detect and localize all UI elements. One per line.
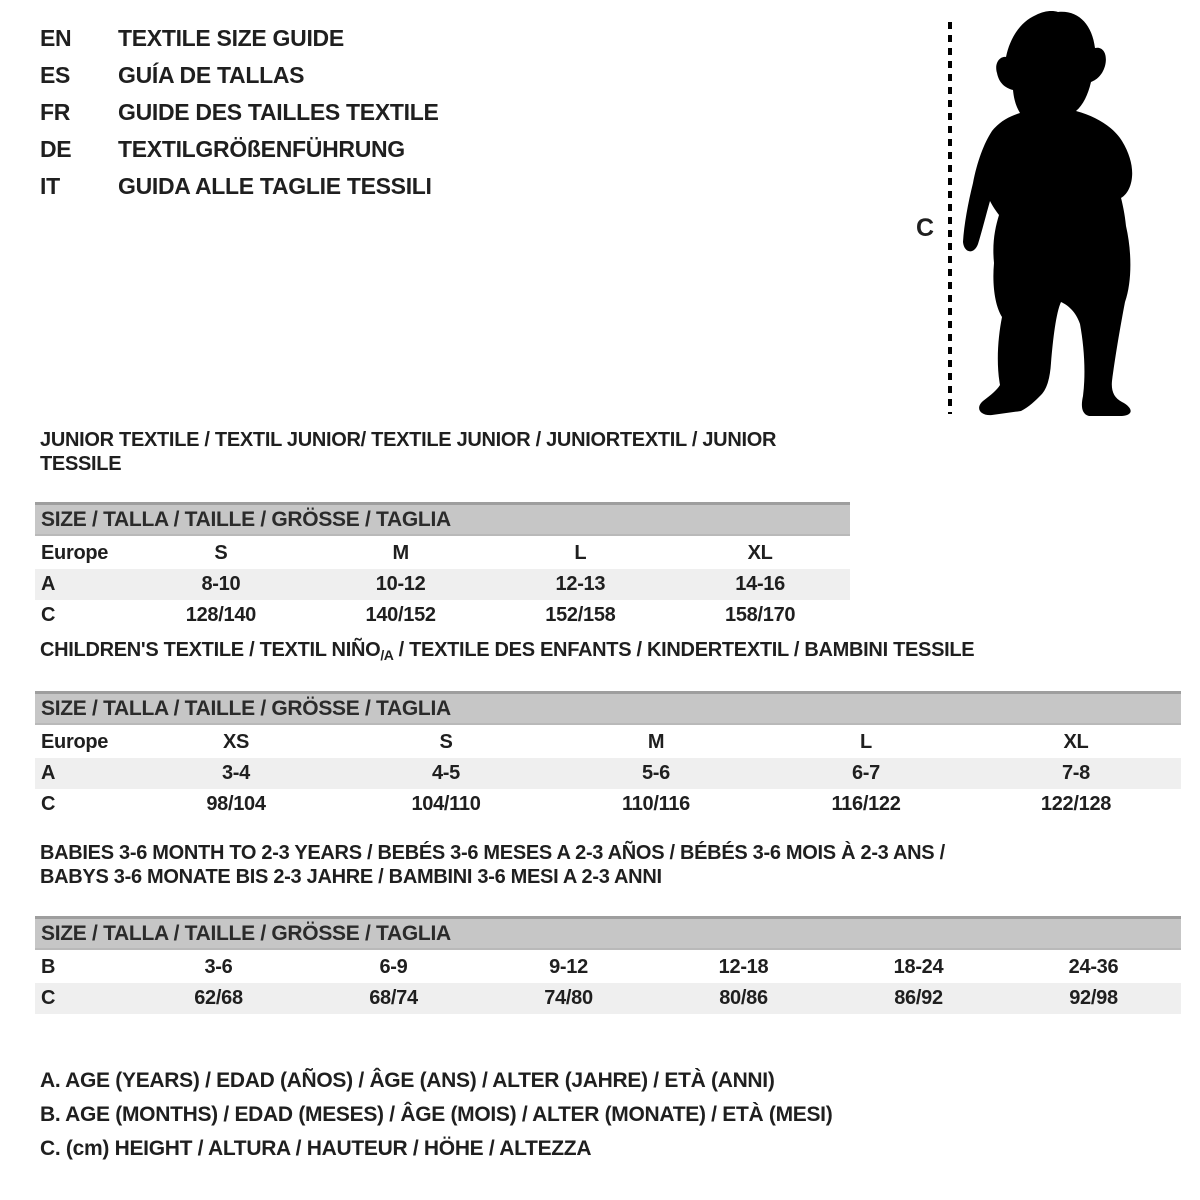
language-code: ES <box>40 62 71 88</box>
table-cell: S <box>439 731 453 753</box>
table-cell: 98/104 <box>206 793 266 815</box>
table-cell: 122/128 <box>1040 793 1112 815</box>
row-label: Europe <box>41 731 109 753</box>
language-title-list <box>40 20 439 205</box>
language-row-fr <box>40 94 439 131</box>
table-row <box>35 600 850 631</box>
table-row <box>35 952 1181 983</box>
table-cell: L <box>574 542 587 564</box>
legend-item-a: A. AGE (YEARS) / EDAD (AÑOS) / ÂGE (ANS) / ALTER (JAHRE) / ETÀ (ANNI) <box>40 1069 775 1092</box>
table-row <box>35 727 1181 758</box>
table-row <box>35 789 1181 820</box>
table-row <box>35 758 1181 789</box>
table-cell: 12-13 <box>555 573 606 595</box>
table-cell: 62/68 <box>194 987 243 1009</box>
babies-section-title-line2: BABYS 3-6 MONATE BIS 2-3 JAHRE / BAMBINI 3-6 MESI A 2-3 ANNI <box>40 866 662 888</box>
table-cell: 8-10 <box>201 573 241 595</box>
table-cell: 68/74 <box>369 987 418 1009</box>
table-cell: 86/92 <box>894 987 943 1009</box>
table-cell: 128/140 <box>185 604 256 626</box>
language-code: IT <box>40 173 60 199</box>
table-cell: 158/170 <box>725 604 796 626</box>
table-cell: 7-8 <box>1061 762 1090 784</box>
children-size-header-bar: SIZE / TALLA / TAILLE / GRÖSSE / TAGLIA <box>35 691 1181 725</box>
table-cell: 6-9 <box>379 956 408 978</box>
language-label: GUIDA ALLE TAGLIE TESSILI <box>118 173 432 199</box>
title-text: CHILDREN'S TEXTILE / TEXTIL NIÑO <box>40 639 381 661</box>
table-cell: 12-18 <box>718 956 769 978</box>
table-row <box>35 983 1181 1014</box>
language-label: GUÍA DE TALLAS <box>118 62 305 88</box>
legend-item-c: C. (cm) HEIGHT / ALTURA / HAUTEUR / HÖHE / ALTEZZA <box>40 1137 592 1160</box>
children-size-table <box>35 727 1181 820</box>
table-cell: 3-6 <box>204 956 233 978</box>
table-cell: 152/158 <box>545 604 616 626</box>
table-cell: M <box>647 731 665 753</box>
table-cell: 24-36 <box>1068 956 1119 978</box>
language-row-de <box>40 131 439 168</box>
row-label: C <box>41 793 56 815</box>
table-cell: S <box>214 542 228 564</box>
junior-size-header-bar: SIZE / TALLA / TAILLE / GRÖSSE / TAGLIA <box>35 502 850 536</box>
table-cell: 3-4 <box>221 762 250 784</box>
junior-size-table <box>35 538 850 631</box>
table-cell: XL <box>747 542 773 564</box>
children-section-title <box>35 638 1181 667</box>
table-row <box>35 538 850 569</box>
table-cell: 6-7 <box>851 762 880 784</box>
junior-section-title: JUNIOR TEXTILE / TEXTIL JUNIOR/ TEXTILE JUNIOR / JUNIORTEXTIL / JUNIOR TESSILE <box>40 429 777 475</box>
measurement-legend <box>40 1064 832 1166</box>
height-measure-label: C <box>916 214 934 242</box>
height-measurement-figure <box>912 8 1192 420</box>
row-label: B <box>41 956 56 978</box>
table-cell: M <box>392 542 409 564</box>
table-cell: 14-16 <box>735 573 785 595</box>
table-cell: 18-24 <box>893 956 944 978</box>
legend-item-b: B. AGE (MONTHS) / EDAD (MESES) / ÂGE (MOIS) / ALTER (MONATE) / ETÀ (MESI) <box>40 1103 833 1126</box>
title-subscript: /A <box>380 647 394 663</box>
table-cell: 140/152 <box>365 604 436 626</box>
table-cell: 10-12 <box>375 573 426 595</box>
table-cell: 80/86 <box>719 987 768 1009</box>
language-label: TEXTILGRÖßENFÜHRUNG <box>118 136 405 162</box>
babies-section-title-line1: BABIES 3-6 MONTH TO 2-3 YEARS / BEBÉS 3-6 MESES A 2-3 AÑOS / BÉBÉS 3-6 MOIS À 2-3 ANS / <box>40 842 945 864</box>
title-text: / TEXTILE DES ENFANTS / KINDERTEXTIL / BAMBINI TESSILE <box>393 639 975 661</box>
babies-size-table <box>35 952 1181 1014</box>
language-row-it <box>40 168 439 205</box>
babies-textile-section <box>35 841 1181 1014</box>
children-textile-section <box>35 638 1181 820</box>
table-cell: 4-5 <box>431 762 460 784</box>
table-cell: L <box>860 731 872 753</box>
table-cell: 9-12 <box>549 956 588 978</box>
table-cell: 5-6 <box>641 762 670 784</box>
table-row <box>35 569 850 600</box>
language-label: TEXTILE SIZE GUIDE <box>118 25 344 51</box>
table-cell: 110/116 <box>622 793 690 815</box>
junior-textile-section <box>35 428 850 631</box>
language-label: GUIDE DES TAILLES TEXTILE <box>118 99 439 125</box>
table-cell: XL <box>1063 731 1089 753</box>
language-code: DE <box>40 136 72 162</box>
language-row-en <box>40 20 439 57</box>
row-label: C <box>41 604 56 626</box>
language-row-es <box>40 57 439 94</box>
language-code: FR <box>40 99 71 125</box>
row-label: A <box>41 762 56 784</box>
table-cell: 116/122 <box>831 793 901 815</box>
table-cell: 92/98 <box>1069 987 1118 1009</box>
row-label: Europe <box>41 542 109 564</box>
language-code: EN <box>40 25 72 51</box>
table-cell: 74/80 <box>544 987 593 1009</box>
row-label: C <box>41 987 56 1009</box>
babies-size-header-bar: SIZE / TALLA / TAILLE / GRÖSSE / TAGLIA <box>35 916 1181 950</box>
table-cell: XS <box>222 731 250 753</box>
table-cell: 104/110 <box>411 793 481 815</box>
toddler-silhouette-icon <box>912 8 1192 420</box>
row-label: A <box>41 573 56 595</box>
